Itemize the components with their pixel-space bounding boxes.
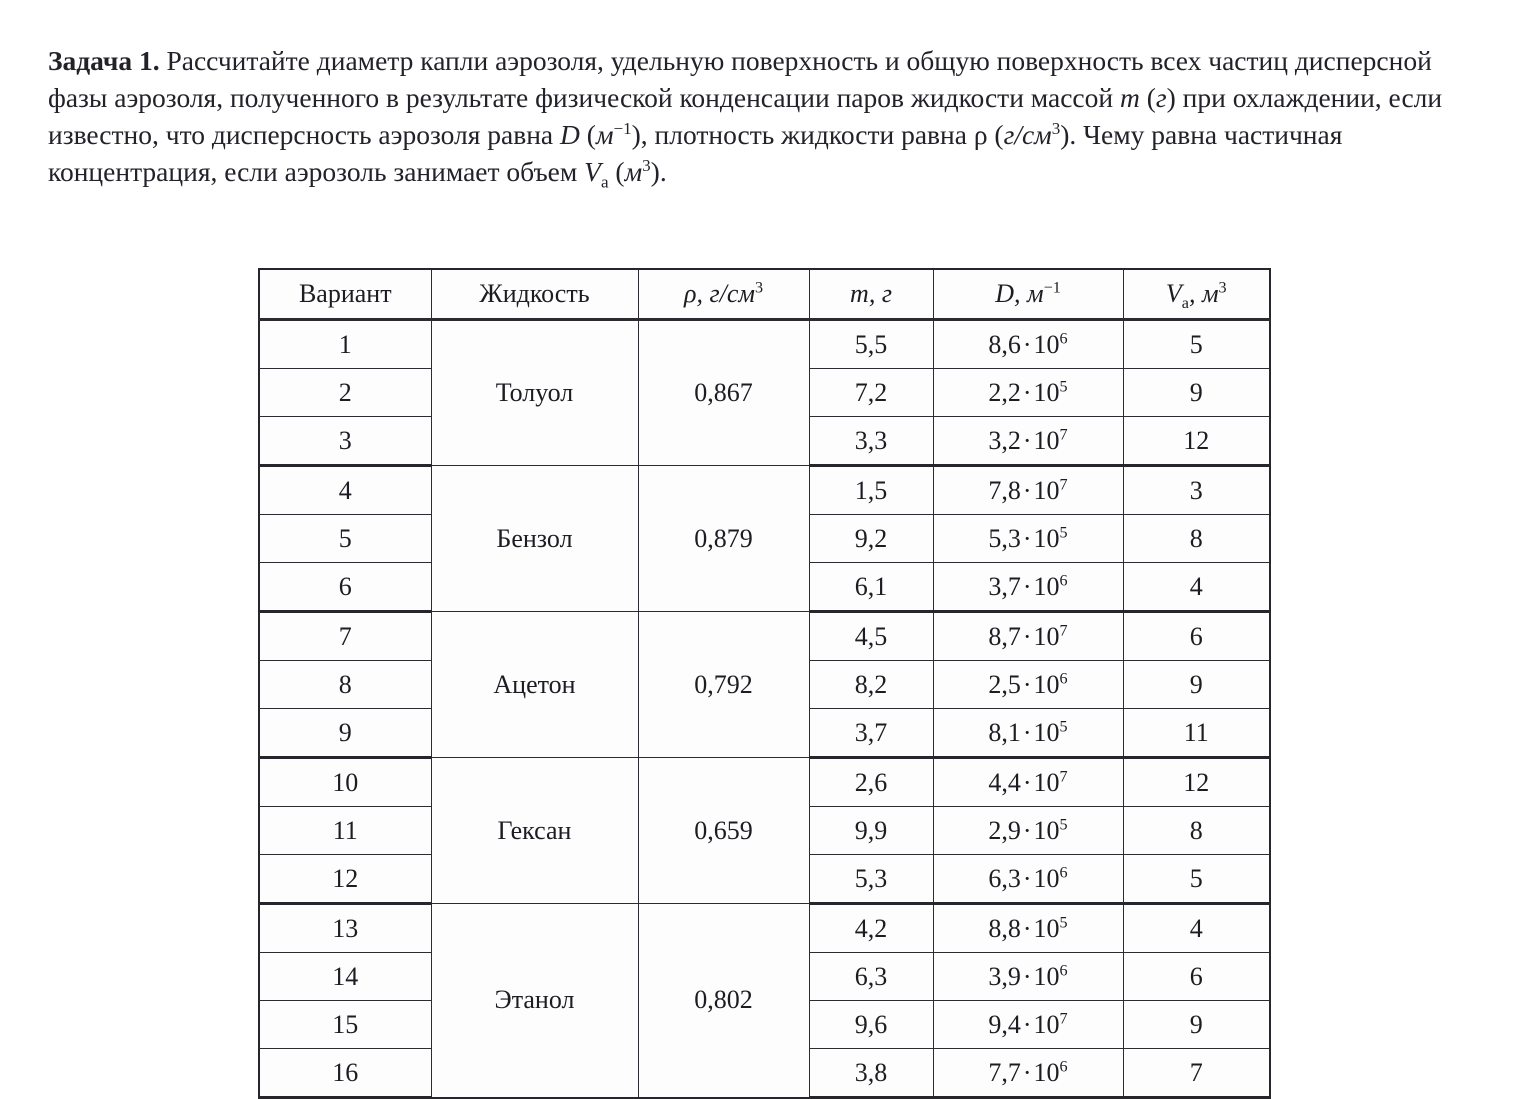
dispersity-base: 10 — [1033, 1009, 1060, 1039]
cell-density: 0,802 — [638, 904, 809, 1098]
dispersity-mantissa: 2,5 — [988, 669, 1021, 699]
cell-variant: 13 — [259, 904, 431, 953]
cell-mass: 5,3 — [809, 855, 933, 904]
multiplication-dot: · — [1022, 475, 1032, 505]
paren-open-v: ( — [608, 155, 625, 187]
symbol-volume: V — [584, 155, 601, 187]
cell-mass: 3,8 — [809, 1049, 933, 1098]
unit-meter-exponent: −1 — [613, 118, 632, 138]
unit-gram-per-cm-exponent: 3 — [1051, 118, 1061, 138]
column-header-liquid: Жидкость — [431, 269, 638, 320]
dispersity-unit: , м — [1014, 279, 1044, 308]
unit-cubic-meter-exponent: 3 — [642, 155, 651, 175]
cell-liquid: Ацетон — [431, 612, 638, 758]
cell-variant: 15 — [259, 1001, 431, 1049]
problem-text-part-2: ) при охлаждении, если известно, что дисперсность аэрозоля равна — [48, 81, 1443, 150]
cell-mass: 5,5 — [809, 320, 933, 369]
cell-mass: 2,6 — [809, 758, 933, 807]
cell-volume: 12 — [1123, 758, 1270, 807]
cell-dispersity — [933, 563, 1123, 612]
dispersity-mantissa: 4,4 — [988, 767, 1021, 797]
multiplication-dot: · — [1022, 377, 1032, 407]
multiplication-dot: · — [1022, 815, 1032, 845]
cell-volume: 9 — [1123, 369, 1270, 417]
cell-volume: 6 — [1123, 612, 1270, 661]
cell-liquid: Гексан — [431, 758, 638, 904]
dispersity-symbol: D — [995, 279, 1015, 308]
volume-symbol-subscript: а — [1181, 295, 1189, 313]
cell-dispersity — [933, 855, 1123, 904]
cell-variant: 14 — [259, 953, 431, 1001]
multiplication-dot: · — [1022, 571, 1032, 601]
cell-liquid: Толуол — [431, 320, 638, 466]
dispersity-mantissa: 2,2 — [988, 377, 1021, 407]
cell-variant: 5 — [259, 515, 431, 563]
dispersity-base: 10 — [1033, 717, 1060, 747]
multiplication-dot: · — [1022, 329, 1032, 359]
cell-variant: 6 — [259, 563, 431, 612]
cell-variant: 9 — [259, 709, 431, 758]
paren-open-m: ( — [579, 118, 596, 150]
symbol-dispersity: D — [560, 118, 580, 150]
table-row — [259, 466, 1270, 515]
dispersity-mantissa: 3,7 — [988, 571, 1021, 601]
table-row — [259, 320, 1270, 369]
cell-variant: 11 — [259, 807, 431, 855]
variants-table — [258, 268, 1271, 1099]
cell-density: 0,867 — [638, 320, 809, 466]
dispersity-mantissa: 8,8 — [988, 913, 1021, 943]
dispersity-exponent: 5 — [1059, 377, 1068, 395]
dispersity-base: 10 — [1033, 523, 1060, 553]
column-header-dispersity — [933, 269, 1123, 320]
symbol-volume-subscript: а — [600, 172, 609, 191]
table-header — [259, 269, 1270, 320]
cell-dispersity — [933, 466, 1123, 515]
unit-gram-per-cm: г/см — [1003, 118, 1052, 150]
multiplication-dot: · — [1022, 1057, 1032, 1087]
cell-liquid: Бензол — [431, 466, 638, 612]
cell-density: 0,879 — [638, 466, 809, 612]
cell-dispersity — [933, 904, 1123, 953]
mass-symbol: m — [850, 279, 869, 308]
column-header-mass — [809, 269, 933, 320]
table-header-row — [259, 269, 1270, 320]
cell-volume: 7 — [1123, 1049, 1270, 1098]
cell-mass: 4,5 — [809, 612, 933, 661]
cell-mass: 3,3 — [809, 417, 933, 466]
cell-volume: 12 — [1123, 417, 1270, 466]
cell-variant: 10 — [259, 758, 431, 807]
density-unit-exponent: 3 — [754, 279, 764, 297]
cell-dispersity — [933, 709, 1123, 758]
dispersity-exponent: 6 — [1059, 961, 1068, 979]
cell-dispersity — [933, 612, 1123, 661]
cell-volume: 5 — [1123, 855, 1270, 904]
column-header-volume — [1123, 269, 1270, 320]
unit-gram: г — [1155, 81, 1167, 113]
cell-density: 0,792 — [638, 612, 809, 758]
dispersity-exponent: 5 — [1059, 913, 1068, 931]
cell-dispersity — [933, 515, 1123, 563]
cell-dispersity — [933, 417, 1123, 466]
dispersity-exponent: 7 — [1059, 767, 1068, 785]
dispersity-exponent: 7 — [1059, 621, 1068, 639]
dispersity-mantissa: 3,9 — [988, 961, 1021, 991]
cell-dispersity — [933, 320, 1123, 369]
dispersity-exponent: 7 — [1059, 425, 1068, 443]
cell-mass: 7,2 — [809, 369, 933, 417]
problem-label: Задача 1. — [48, 44, 160, 76]
cell-variant: 1 — [259, 320, 431, 369]
cell-volume: 4 — [1123, 563, 1270, 612]
problem-text-part-4: ). Чему равна частичная концентрация, если аэрозоль занимает объем — [48, 118, 1343, 187]
problem-text-part-1: Рассчитайте диаметр капли аэрозоля, удельную поверхность и общую поверхность всех частиц дисперсной фазы аэрозоля, полученного в результате физической конденсации паров жидкости массой — [48, 44, 1432, 113]
table-row — [259, 904, 1270, 953]
multiplication-dot: · — [1022, 621, 1032, 651]
variants-table-container — [258, 268, 1269, 1099]
cell-dispersity — [933, 953, 1123, 1001]
multiplication-dot: · — [1022, 767, 1032, 797]
dispersity-exponent: 5 — [1059, 523, 1068, 541]
cell-liquid: Этанол — [431, 904, 638, 1098]
dispersity-exponent: 6 — [1059, 1057, 1068, 1075]
problem-statement — [48, 42, 1493, 190]
multiplication-dot: · — [1022, 961, 1032, 991]
dispersity-exponent: 5 — [1059, 815, 1068, 833]
cell-volume: 8 — [1123, 807, 1270, 855]
problem-text-tail: ). — [650, 155, 667, 187]
column-header-variant: Вариант — [259, 269, 431, 320]
multiplication-dot: · — [1022, 523, 1032, 553]
dispersity-mantissa: 5,3 — [988, 523, 1021, 553]
multiplication-dot: · — [1022, 913, 1032, 943]
cell-density: 0,659 — [638, 758, 809, 904]
table-row — [259, 758, 1270, 807]
multiplication-dot: · — [1022, 863, 1032, 893]
cell-volume: 9 — [1123, 1001, 1270, 1049]
problem-text-part-3: ), плотность жидкости равна ρ ( — [631, 118, 1004, 150]
dispersity-exponent: 6 — [1059, 669, 1068, 687]
dispersity-base: 10 — [1033, 863, 1060, 893]
cell-volume: 11 — [1123, 709, 1270, 758]
density-unit: г/см — [709, 279, 755, 308]
dispersity-base: 10 — [1033, 815, 1060, 845]
cell-variant: 3 — [259, 417, 431, 466]
symbol-mass: m — [1119, 81, 1140, 113]
dispersity-base: 10 — [1033, 961, 1060, 991]
cell-dispersity — [933, 1049, 1123, 1098]
volume-symbol: V — [1165, 279, 1182, 308]
cell-mass: 1,5 — [809, 466, 933, 515]
dispersity-mantissa: 2,9 — [988, 815, 1021, 845]
mass-unit: , г — [868, 279, 892, 308]
dispersity-mantissa: 8,6 — [988, 329, 1021, 359]
multiplication-dot: · — [1022, 669, 1032, 699]
dispersity-mantissa: 3,2 — [988, 425, 1021, 455]
cell-mass: 6,3 — [809, 953, 933, 1001]
cell-volume: 6 — [1123, 953, 1270, 1001]
dispersity-base: 10 — [1033, 475, 1060, 505]
dispersity-base: 10 — [1033, 621, 1060, 651]
cell-variant: 2 — [259, 369, 431, 417]
cell-variant: 7 — [259, 612, 431, 661]
dispersity-mantissa: 8,7 — [988, 621, 1021, 651]
dispersity-exponent: 6 — [1059, 863, 1068, 881]
cell-dispersity — [933, 758, 1123, 807]
multiplication-dot: · — [1022, 425, 1032, 455]
dispersity-base: 10 — [1033, 1057, 1060, 1087]
cell-volume: 8 — [1123, 515, 1270, 563]
cell-mass: 3,7 — [809, 709, 933, 758]
cell-volume: 9 — [1123, 661, 1270, 709]
cell-mass: 4,2 — [809, 904, 933, 953]
table-row — [259, 612, 1270, 661]
multiplication-dot: · — [1022, 1009, 1032, 1039]
dispersity-base: 10 — [1033, 425, 1060, 455]
dispersity-base: 10 — [1033, 377, 1060, 407]
cell-volume: 3 — [1123, 466, 1270, 515]
dispersity-mantissa: 7,8 — [988, 475, 1021, 505]
density-symbol: ρ, — [683, 279, 710, 308]
cell-volume: 4 — [1123, 904, 1270, 953]
dispersity-unit-exponent: −1 — [1043, 279, 1061, 297]
dispersity-mantissa: 9,4 — [988, 1009, 1021, 1039]
dispersity-exponent: 6 — [1059, 329, 1068, 347]
table-body — [259, 320, 1270, 1098]
dispersity-exponent: 7 — [1059, 1009, 1068, 1027]
cell-dispersity — [933, 661, 1123, 709]
dispersity-exponent: 6 — [1059, 571, 1068, 589]
unit-cubic-meter: м — [624, 155, 643, 187]
cell-dispersity — [933, 369, 1123, 417]
cell-mass: 9,2 — [809, 515, 933, 563]
dispersity-base: 10 — [1033, 767, 1060, 797]
cell-mass: 9,6 — [809, 1001, 933, 1049]
dispersity-base: 10 — [1033, 329, 1060, 359]
dispersity-base: 10 — [1033, 571, 1060, 601]
cell-mass: 9,9 — [809, 807, 933, 855]
dispersity-base: 10 — [1033, 669, 1060, 699]
paren-open-g: ( — [1139, 81, 1156, 113]
dispersity-exponent: 5 — [1059, 717, 1068, 735]
cell-variant: 16 — [259, 1049, 431, 1098]
volume-unit: , м — [1188, 279, 1219, 308]
cell-variant: 8 — [259, 661, 431, 709]
dispersity-mantissa: 6,3 — [988, 863, 1021, 893]
multiplication-dot: · — [1022, 717, 1032, 747]
volume-unit-exponent: 3 — [1218, 279, 1227, 297]
dispersity-base: 10 — [1033, 913, 1060, 943]
column-header-density — [638, 269, 809, 320]
dispersity-mantissa: 8,1 — [988, 717, 1021, 747]
cell-dispersity — [933, 1001, 1123, 1049]
dispersity-mantissa: 7,7 — [988, 1057, 1021, 1087]
cell-dispersity — [933, 807, 1123, 855]
cell-variant: 12 — [259, 855, 431, 904]
cell-volume: 5 — [1123, 320, 1270, 369]
unit-meter: м — [595, 118, 614, 150]
cell-variant: 4 — [259, 466, 431, 515]
cell-mass: 8,2 — [809, 661, 933, 709]
dispersity-exponent: 7 — [1059, 475, 1068, 493]
cell-mass: 6,1 — [809, 563, 933, 612]
